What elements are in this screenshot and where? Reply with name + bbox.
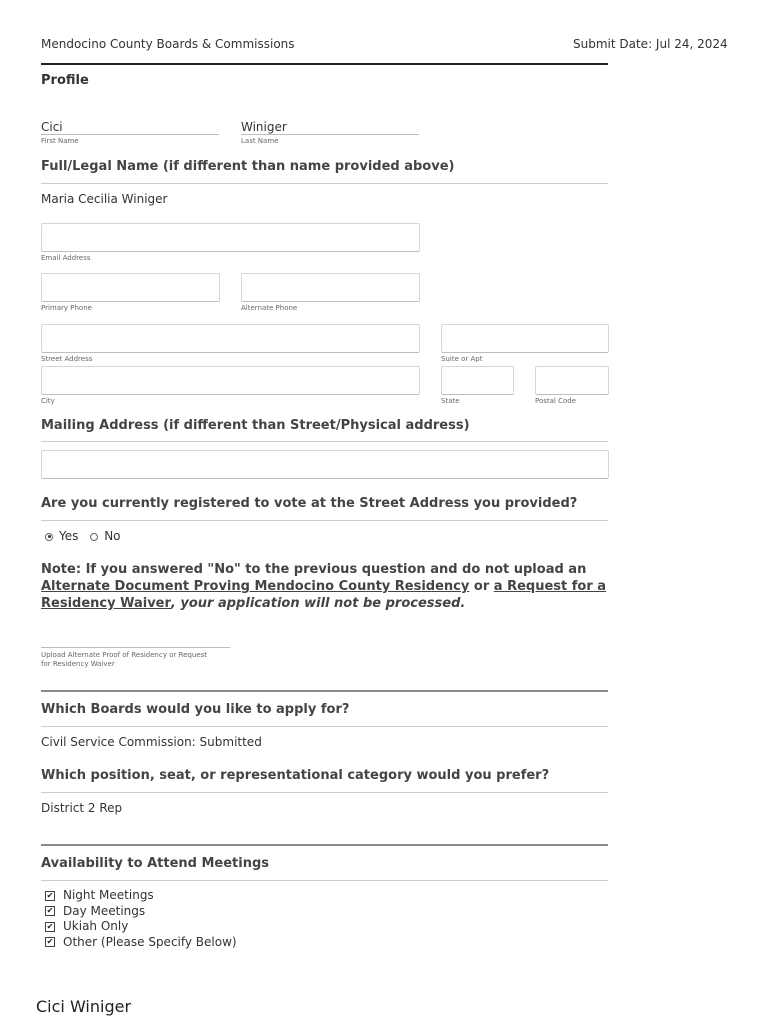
availability-divider xyxy=(41,880,608,881)
boards-section-divider xyxy=(41,690,608,692)
city-field[interactable] xyxy=(41,366,420,395)
first-name-value: Cici xyxy=(41,120,63,134)
primary-phone-label: Primary Phone xyxy=(41,304,92,312)
upload-label-line2: for Residency Waiver xyxy=(41,660,115,668)
first-name-underline xyxy=(41,134,219,135)
vote-yes-option[interactable] xyxy=(45,529,78,543)
availability-item[interactable] xyxy=(45,888,237,904)
last-name-label: Last Name xyxy=(241,137,279,145)
alternate-phone-label: Alternate Phone xyxy=(241,304,298,312)
vote-yes-label: Yes xyxy=(59,529,79,543)
availability-item[interactable] xyxy=(45,919,237,935)
residency-waiver-link-part2[interactable]: Residency Waiver xyxy=(41,596,171,611)
radio-empty-icon[interactable] xyxy=(90,533,98,541)
availability-item[interactable] xyxy=(45,904,237,920)
boards-divider xyxy=(41,726,608,727)
vote-divider xyxy=(41,520,608,521)
footer-applicant-name: Cici Winiger xyxy=(36,997,132,1016)
mailing-address-field[interactable] xyxy=(41,450,609,479)
state-field[interactable] xyxy=(441,366,514,395)
checkbox-checked-icon[interactable]: ✔ xyxy=(46,890,54,900)
checkbox-checked-icon[interactable]: ✔ xyxy=(46,921,54,931)
note-or: or xyxy=(469,579,494,594)
header-divider xyxy=(41,63,608,65)
upload-label xyxy=(41,651,207,669)
submit-date: Submit Date: Jul 24, 2024 xyxy=(573,37,728,51)
alternate-document-link[interactable]: Alternate Document Proving Mendocino County Residency xyxy=(41,579,470,594)
email-field[interactable] xyxy=(41,223,420,252)
vote-no-label: No xyxy=(104,529,121,543)
boards-value: Civil Service Commission: Submitted xyxy=(41,735,262,749)
upload-label-line1: Upload Alternate Proof of Residency or Request xyxy=(41,651,208,659)
email-label: Email Address xyxy=(41,254,91,262)
last-name-value: Winiger xyxy=(241,120,287,134)
checkbox-checked-icon[interactable]: ✔ xyxy=(46,937,54,946)
profile-heading: Profile xyxy=(41,73,89,88)
availability-item-label: Ukiah Only xyxy=(63,919,129,933)
street-address-field[interactable] xyxy=(41,324,420,353)
postal-code-field[interactable] xyxy=(535,366,609,395)
street-address-label: Street Address xyxy=(41,355,93,363)
position-heading: Which position, seat, or representational category would you prefer? xyxy=(41,768,550,783)
vote-no-option[interactable] xyxy=(90,529,120,543)
first-name-label: First Name xyxy=(41,137,79,145)
mailing-divider xyxy=(41,441,608,442)
availability-item-label: Day Meetings xyxy=(63,903,146,918)
availability-item[interactable] xyxy=(45,935,237,951)
checkbox-checked-icon[interactable]: ✔ xyxy=(46,906,54,915)
vote-radio-group xyxy=(45,529,121,543)
note-prefix: Note: If you answered "No" to the previous question and do not upload an xyxy=(41,562,587,577)
position-divider xyxy=(41,792,608,793)
city-label: City xyxy=(41,397,55,405)
position-value: District 2 Rep xyxy=(41,801,123,815)
postal-code-label: Postal Code xyxy=(535,397,577,405)
availability-heading: Availability to Attend Meetings xyxy=(41,856,270,871)
suite-label: Suite or Apt xyxy=(441,355,483,363)
last-name-underline xyxy=(241,134,419,135)
vote-question: Are you currently registered to vote at the Street Address you provided? xyxy=(41,496,578,511)
radio-selected-icon[interactable] xyxy=(45,533,53,541)
availability-section-divider xyxy=(41,844,608,846)
mailing-heading: Mailing Address (if different than Street/Physical address) xyxy=(41,418,470,433)
availability-item-label: Other (Please Specify Below) xyxy=(63,934,237,949)
org-title: Mendocino County Boards & Commissions xyxy=(41,37,295,51)
primary-phone-field[interactable] xyxy=(41,273,220,302)
residency-note xyxy=(41,561,611,612)
availability-list xyxy=(45,888,237,950)
suite-field[interactable] xyxy=(441,324,609,353)
residency-waiver-link-part1[interactable]: a Request for a xyxy=(493,579,607,594)
availability-item-label: Night Meetings xyxy=(63,888,154,902)
note-suffix: , your application will not be processed. xyxy=(170,596,466,611)
legal-name-heading: Full/Legal Name (if different than name provided above) xyxy=(41,159,455,174)
upload-underline[interactable] xyxy=(41,647,230,648)
state-label: State xyxy=(441,397,460,405)
legal-name-divider xyxy=(41,183,608,184)
boards-heading: Which Boards would you like to apply for? xyxy=(41,702,350,717)
alternate-phone-field[interactable] xyxy=(241,273,420,302)
legal-name-value: Maria Cecilia Winiger xyxy=(41,192,168,206)
